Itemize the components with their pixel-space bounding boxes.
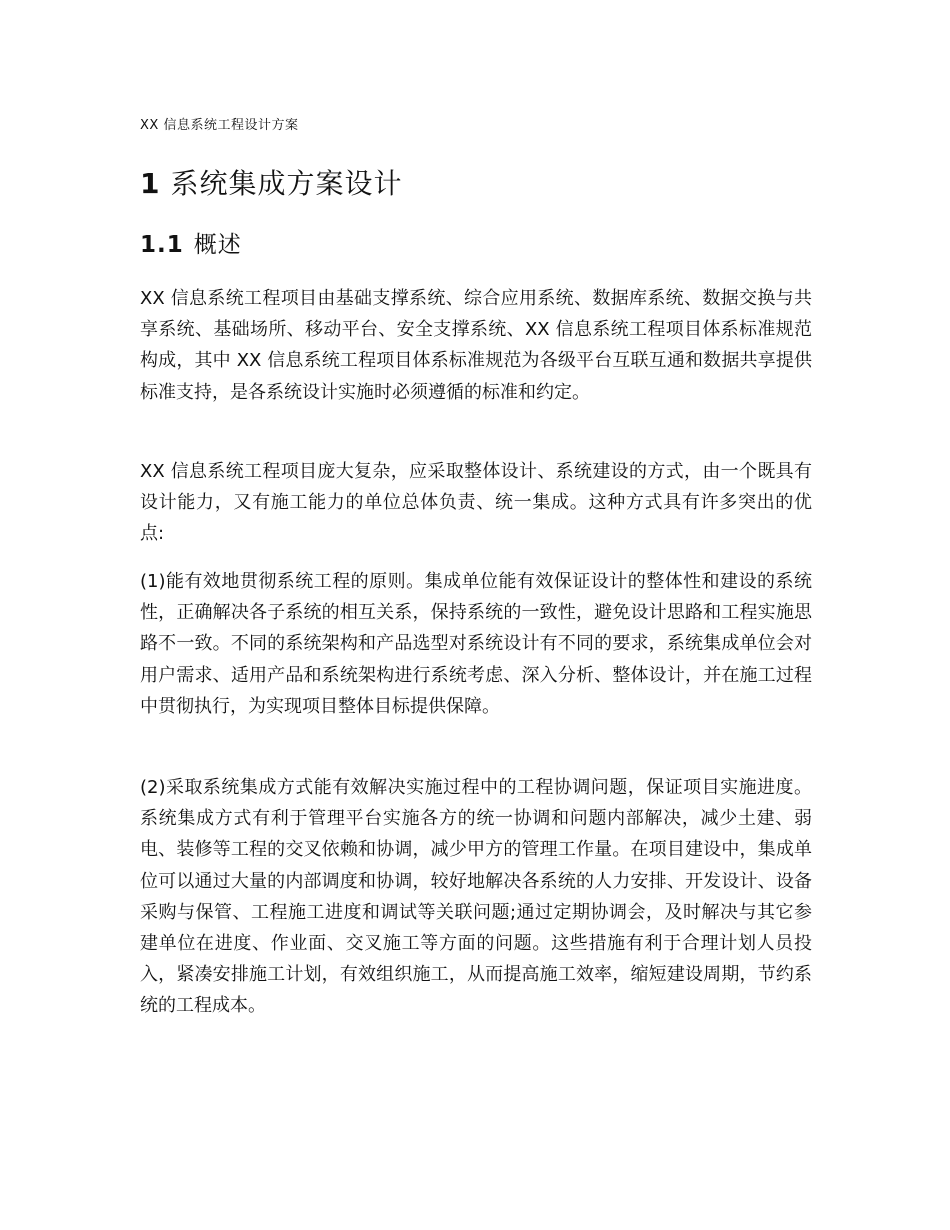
- paragraph-overview-composition: XX 信息系统工程项目由基础支撑系统、综合应用系统、数据库系统、数据交换与共享系统、基础场所、移动平台、安全支撑系统、XX 信息系统工程项目体系标准规范构成，其中 XX 信息系统工程项目体系标准规范为各级平台互联互通和数据共享提供标准支持，是各系统设计实施时必须遵循的标准和约定。: [140, 288, 812, 403]
- paragraph-advantage-2: (2)采取系统集成方式能有效解决实施过程中的工程协调问题，保证项目实施进度。系统集成方式有利于管理平台实施各方的统一协调和问题内部解决，减少土建、弱电、装修等工程的交叉依赖和协调，减少甲方的管理工作量。在项目建设中，集成单位可以通过大量的内部调度和协调，较好地解决各系统的人力安排、开发设计、设备采购与保管、工程施工进度和调试等关联问题;通过定期协调会，及时解决与其它参建单位在进度、作业面、交叉施工等方面的问题。这些措施有利于合理计划人员投入，紧凑安排施工计划，有效组织施工，从而提高施工效率，缩短建设周期，节约系统的工程成本。: [140, 777, 812, 1017]
- chapter-title: 系统集成方案设计: [170, 167, 403, 200]
- paragraph-advantage-1: (1)能有效地贯彻系统工程的原则。集成单位能有效保证设计的整体性和建设的系统性，正确解决各子系统的相互关系，保持系统的一致性，避免设计思路和工程实施思路不一致。不同的系统架构和产品选型对系统设计有不同的要求，系统集成单位会对用户需求、适用产品和系统架构进行系统考虑、深入分析、整体设计，并在施工过程中贯彻执行，为实现项目整体目标提供保障。: [140, 571, 812, 717]
- running-header: XX 信息系统工程设计方案: [140, 118, 299, 133]
- section-number: 1.1: [140, 232, 184, 258]
- section-heading: [140, 228, 242, 262]
- chapter-number: 1: [140, 167, 161, 200]
- paragraph-integration-approach: XX 信息系统工程项目庞大复杂，应采取整体设计、系统建设的方式，由一个既具有设计能力，又有施工能力的单位总体负责、统一集成。这种方式具有许多突出的优点:: [140, 461, 812, 545]
- section-title: 概述: [193, 232, 242, 258]
- chapter-heading: [140, 164, 403, 204]
